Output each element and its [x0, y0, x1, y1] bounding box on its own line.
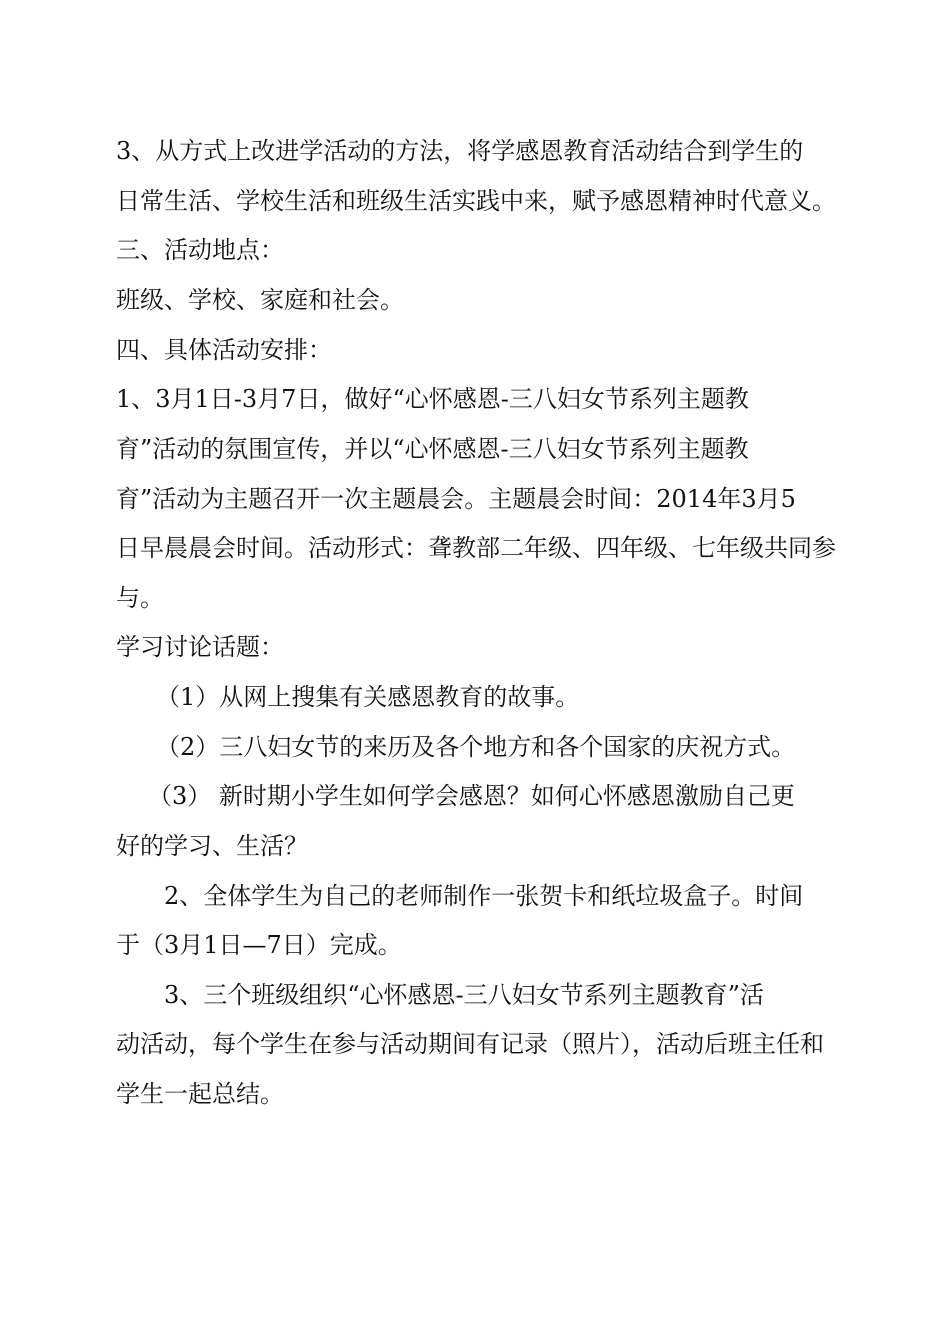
- discussion-topic-2: （2）三八妇女节的来历及各个地方和各个国家的庆祝方式。: [156, 733, 796, 761]
- schedule-item-1-line-3: 育”活动为主题召开一次主题晨会。主题晨会时间：2014年3月5: [116, 485, 796, 513]
- discussion-topic-1: （1）从网上搜集有关感恩教育的故事。: [156, 683, 580, 711]
- paragraph-line-2: 日常生活、学校生活和班级生活实践中来，赋予感恩精神时代意义。: [116, 187, 836, 215]
- schedule-item-1-line-5: 与。: [116, 584, 164, 612]
- schedule-item-2-line-2: 于（3月1日—7日）完成。: [116, 931, 402, 959]
- paragraph-line-1: 3、从方式上改进学活动的方法，将学感恩教育活动结合到学生的: [116, 137, 804, 165]
- schedule-item-1-line-4: 日早晨晨会时间。活动形式：聋教部二年级、四年级、七年级共同参: [116, 534, 836, 562]
- schedule-item-3-line-2: 动活动，每个学生在参与活动期间有记录（照片），活动后班主任和: [116, 1030, 824, 1058]
- section-heading-location: 三、活动地点：: [116, 236, 284, 264]
- section-heading-schedule: 四、具体活动安排：: [116, 336, 332, 364]
- schedule-item-1-line-2: 育”活动的氛围宣传，并以“心怀感恩-三八妇女节系列主题教: [116, 435, 749, 463]
- schedule-item-1-line-1: 1、3月1日-3月7日，做好“心怀感恩-三八妇女节系列主题教: [116, 385, 749, 413]
- discussion-heading: 学习讨论话题：: [116, 633, 284, 661]
- discussion-topic-3-line-1: （3） 新时期小学生如何学会感恩？如何心怀感恩激励自己更: [148, 782, 795, 810]
- location-text: 班级、学校、家庭和社会。: [116, 286, 404, 314]
- schedule-item-3-line-1: 3、三个班级组织“心怀感恩-三八妇女节系列主题教育”活: [164, 981, 764, 1009]
- schedule-item-3-line-3: 学生一起总结。: [116, 1080, 284, 1108]
- discussion-topic-3-line-2: 好的学习、生活？: [116, 832, 308, 860]
- schedule-item-2-line-1: 2、全体学生为自己的老师制作一张贺卡和纸垃圾盒子。时间: [164, 882, 804, 910]
